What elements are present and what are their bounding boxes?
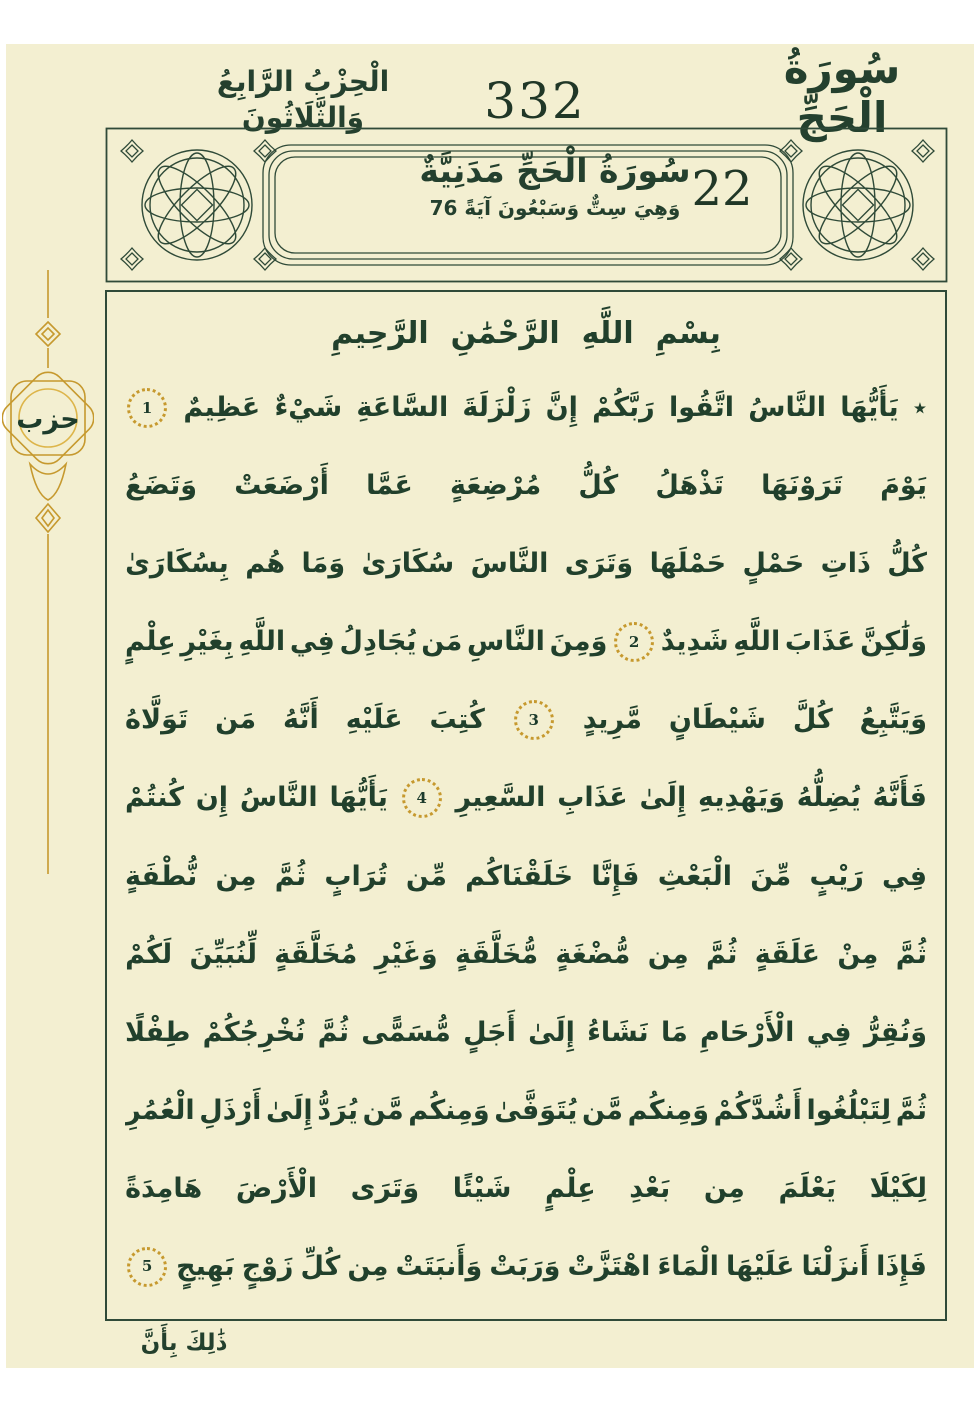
verse-number-marker: 2	[614, 622, 654, 662]
quran-word: مُّخَلَّقَةٍ	[455, 938, 539, 970]
quran-line-6	[125, 762, 927, 834]
quran-word: حَمْلٍ	[742, 548, 805, 580]
quran-word: مِن	[215, 860, 257, 892]
quran-word: شَيْئًا	[452, 1172, 512, 1204]
quran-word: أَرْذَلِ	[199, 1094, 262, 1126]
quran-word: وَمِنكُم	[627, 1094, 709, 1126]
quran-word: طِفْلًا	[125, 1016, 191, 1048]
quran-word: مُرْضِعَةٍ	[449, 470, 542, 502]
quran-word: يَوْمَ	[880, 470, 927, 502]
quran-word: وَتَرَى	[350, 1172, 420, 1204]
quran-word: زَلْزَلَةَ	[462, 392, 532, 424]
quran-word: الْأَرْحَامِ	[700, 1016, 795, 1048]
quran-word: لِكَيْلَا	[869, 1172, 927, 1204]
verse-number-marker: 1	[127, 388, 167, 428]
quran-word: شَيْطَانٍ	[668, 704, 766, 736]
quran-word: اللَّهِ	[238, 626, 286, 658]
quran-word: بَعْدِ	[629, 1172, 671, 1204]
quran-word: بِغَيْرِ	[180, 626, 234, 658]
quran-word: اللَّهِ	[733, 626, 781, 658]
quran-word: مُّضْغَةٍ	[555, 938, 631, 970]
quran-line-5	[125, 684, 927, 756]
quran-word: النَّاسِ	[467, 626, 545, 658]
quran-word: فِي	[806, 1016, 852, 1048]
quran-word: بِسْمِ	[655, 316, 721, 351]
quran-word: كُلُّ	[578, 470, 619, 502]
quran-word: إِلَىٰ	[528, 1016, 575, 1048]
bismillah-line	[125, 302, 927, 366]
quran-word: يَأَيُّهَا	[840, 392, 899, 424]
quran-word: الْمَاءَ	[657, 1250, 719, 1282]
rub-el-hizb-star-icon: ٭	[912, 393, 927, 424]
quran-word: إِلَىٰ	[265, 1094, 313, 1126]
quran-word: بَهِيجٍ	[176, 1250, 235, 1282]
quran-line-11	[125, 1153, 927, 1225]
quran-word: وَغَيْرِ	[374, 938, 438, 970]
quran-word: خَلَقْنَاكُم	[465, 860, 574, 892]
quran-word: يَعْلَمَ	[778, 1172, 837, 1204]
quran-word: كُلُّ	[887, 548, 927, 580]
quran-word: سُكَارَىٰ	[361, 548, 455, 580]
quran-word: عِلْمٍ	[125, 626, 176, 658]
page-number: 332	[484, 72, 586, 130]
catchword: ذَٰلِكَ بِأَنَّ	[140, 1330, 228, 1356]
quran-line-12	[125, 1231, 927, 1303]
quran-word: نُخْرِجُكُمْ	[202, 1016, 306, 1048]
quran-word: مِن	[347, 1250, 389, 1282]
quran-word: إِن	[195, 782, 229, 814]
quran-word: عِلْمٍ	[545, 1172, 596, 1204]
quran-word: هَامِدَةً	[125, 1172, 203, 1204]
quran-word: تُرَابٍ	[324, 860, 388, 892]
quran-word: فَأَنَّهُ	[872, 782, 927, 814]
quran-word: أَنزَلْنَا	[801, 1250, 869, 1282]
header-surah-name: سُورَةُ الْحَجِّ	[783, 44, 901, 142]
quran-word: كُلِّ	[300, 1250, 341, 1282]
quran-word: كُلَّ	[792, 704, 833, 736]
quran-word: أَرْضَعَتْ	[234, 470, 329, 502]
hizb-medallion-label: حزب	[16, 404, 80, 435]
quran-line-3	[125, 528, 927, 600]
quran-word: وَمِنكُم	[408, 1094, 490, 1126]
quran-word: عَمَّا	[366, 470, 413, 502]
quran-word: مِن	[703, 1172, 745, 1204]
quran-word: عَظِيمٌ	[183, 392, 261, 424]
quran-word: الرَّحِيمِ	[331, 316, 429, 351]
surah-title-frame	[105, 127, 948, 283]
quran-word: يَأَيُّهَا	[329, 782, 388, 814]
quran-word: نُّطْفَةٍ	[125, 860, 198, 892]
quran-line-8	[125, 919, 927, 991]
quran-word: وَأَنبَتَتْ	[395, 1250, 483, 1282]
quran-line-1	[125, 372, 927, 444]
quran-word: وَتَضَعُ	[125, 470, 197, 502]
quran-word: اهْتَزَّتْ	[567, 1250, 651, 1282]
quran-line-7	[125, 841, 927, 913]
quran-word: النَّاسُ	[748, 392, 826, 424]
verse-number-marker: 4	[402, 778, 442, 818]
quran-line-4	[125, 606, 927, 678]
quran-word: وَيَهْدِيهِ	[698, 782, 785, 814]
quran-word: لِّنُبَيِّنَ	[189, 938, 257, 970]
quran-word: يُرَدُّ	[317, 1094, 359, 1126]
surah-title-block	[405, 149, 705, 220]
quran-word: هُم	[245, 548, 286, 580]
quran-word: وَيَتَّبِعُ	[859, 704, 927, 736]
surah-number: 22	[691, 161, 753, 217]
quran-word: ذَاتِ	[820, 548, 871, 580]
quran-word: أَجَلٍ	[463, 1016, 516, 1048]
header-hizb-label: الْحِزْبُ الرَّابِعُ وَالثَّلَاثُونَ	[216, 65, 390, 135]
quran-word: اللَّهِ	[581, 316, 634, 351]
quran-word: إِنَّ	[545, 392, 578, 424]
verse-number-marker: 3	[514, 700, 554, 740]
quran-word: مِنْ	[837, 938, 879, 970]
hizb-margin-ornament	[2, 268, 94, 880]
quran-lines	[107, 292, 945, 1319]
quran-word: عَذَابَ	[784, 626, 856, 658]
quran-word: تَرَوْنَهَا	[761, 470, 843, 502]
quran-word: السَّعِيرِ	[455, 782, 546, 814]
quran-word: بِسُكَارَىٰ	[125, 548, 229, 580]
quran-word: وَمَا	[301, 548, 346, 580]
quran-word: شَدِيدٌ	[660, 626, 729, 658]
quran-word: رَبَّكُمْ	[592, 392, 655, 424]
surah-verse-count: وَهِيَ سِتٌّ وَسَبْعُونَ آيَةً 76	[429, 195, 681, 220]
quran-word: مِّنَ	[750, 860, 792, 892]
quran-word: الْأَرْضَ	[235, 1172, 318, 1204]
quran-word: وَتَرَى	[564, 548, 634, 580]
quran-word: ثُمَّ	[895, 1094, 927, 1126]
quran-word: كُتِبَ	[429, 704, 485, 736]
quran-word: وَنُقِرُّ	[863, 1016, 927, 1048]
quran-word: لِتَبْلُغُوا	[806, 1094, 892, 1126]
quran-word: فِي	[289, 626, 335, 658]
quran-word: زَوْجٍ	[241, 1250, 294, 1282]
quran-word: أَنَّهُ	[283, 704, 319, 736]
quran-text-frame	[105, 290, 947, 1321]
quran-word: ثُمَّ	[895, 938, 927, 970]
quran-word: نَشَاءُ	[587, 1016, 649, 1048]
quran-word: أَشُدَّكُمْ	[713, 1094, 802, 1126]
quran-word: ثُمَّ	[706, 938, 738, 970]
surah-title: سُورَةُ الْحَجِّ مَدَنِيَّةٌ	[419, 151, 691, 190]
quran-word: ثُمَّ	[317, 1016, 349, 1048]
quran-word: عَذَابِ	[557, 782, 628, 814]
quran-word: مِن	[647, 938, 689, 970]
quran-word: السَّاعَةِ	[356, 392, 449, 424]
quran-word: ثُمَّ	[274, 860, 307, 892]
quran-word: مَّرِيدٍ	[582, 704, 642, 736]
quran-line-10	[125, 1075, 927, 1147]
quran-word: يُجَادِلُ	[339, 626, 417, 658]
quran-word: وَرَبَتْ	[489, 1250, 561, 1282]
quran-word: شَيْءٌ	[274, 392, 343, 424]
quran-word: فَإِذَا	[876, 1250, 927, 1282]
quran-word: فَإِنَّا	[591, 860, 640, 892]
quran-word: يُضِلُّهُ	[796, 782, 861, 814]
quran-word: مَّن	[362, 1094, 404, 1126]
quran-word: النَّاسُ	[239, 782, 318, 814]
quran-word: يُتَوَفَّىٰ	[494, 1094, 578, 1126]
verse-number-marker: 5	[127, 1247, 167, 1287]
quran-word: مُّسَمًّى	[361, 1016, 451, 1048]
quran-word: مَّن	[581, 1094, 623, 1126]
quran-word: مَن	[421, 626, 463, 658]
quran-word: لَكُمْ	[125, 938, 173, 970]
quran-word: الْبَعْثِ	[657, 860, 732, 892]
quran-word: مَن	[215, 704, 257, 736]
quran-word: عَلَقَةٍ	[754, 938, 820, 970]
quran-line-9	[125, 997, 927, 1069]
quran-word: النَّاسَ	[470, 548, 549, 580]
quran-word: مُخَلَّقَةٍ	[274, 938, 358, 970]
quran-word: وَلَٰكِنَّ	[860, 626, 927, 658]
quran-word: مَا	[660, 1016, 688, 1048]
quran-word: عَلَيْهِ	[345, 704, 403, 736]
quran-word: تَوَلَّاهُ	[125, 704, 189, 736]
quran-word: الْعُمُرِ	[125, 1094, 195, 1126]
quran-word: عَلَيْهَا	[725, 1250, 795, 1282]
quran-word: إِلَىٰ	[639, 782, 687, 814]
quran-word: رَيْبٍ	[809, 860, 864, 892]
quran-word: حَمْلَهَا	[649, 548, 727, 580]
quran-word: مِّن	[405, 860, 447, 892]
quran-word: اتَّقُوا	[668, 392, 734, 424]
quran-line-2	[125, 450, 927, 522]
quran-word: كُنتُمْ	[125, 782, 184, 814]
quran-word: الرَّحْمَٰنِ	[450, 316, 560, 351]
quran-word: فِي	[882, 860, 927, 892]
quran-word: تَذْهَلُ	[655, 470, 724, 502]
quran-word: وَمِنَ	[549, 626, 608, 658]
